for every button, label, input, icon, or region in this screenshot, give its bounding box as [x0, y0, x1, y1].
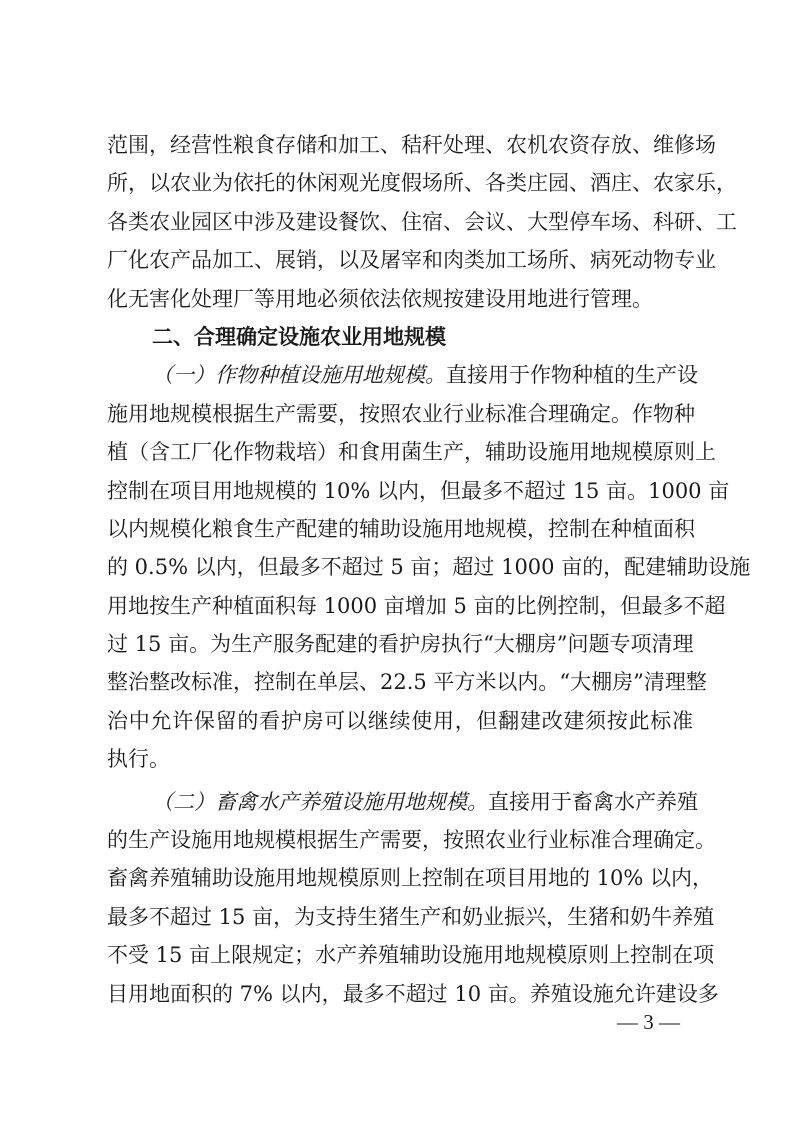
body-line: 以内规模化粮食生产配建的辅助设施用地规模，控制在种植面积	[107, 516, 695, 541]
body-line: 控制在项目用地规模的 10% 以内，但最多不超过 15 亩。1000 亩	[107, 478, 730, 503]
subsection-1-first-line-text: 直接用于作物种植的生产设	[446, 363, 698, 388]
body-line: 厂化农产品加工、展销，以及屠宰和肉类加工场所、病死动物专业	[107, 248, 716, 273]
body-line: 执行。	[107, 747, 170, 772]
page-number: — 3 —	[617, 1010, 680, 1034]
body-line: 植（含工厂化作物栽培）和食用菌生产，辅助设施用地规模原则上	[107, 440, 716, 465]
body-line: 治中允许保留的看护房可以继续使用，但翻建改建须按此标准	[107, 708, 693, 733]
subsection-2-first-line	[107, 783, 698, 821]
body-line: 的 0.5% 以内，但最多不超过 5 亩；超过 1000 亩的，配建辅助设施	[107, 555, 751, 580]
body-line: 所，以农业为依托的休闲观光度假场所、各类庄园、酒庄、农家乐，	[107, 171, 737, 196]
body-line: 化无害化处理厂等用地必须依法依规按建设用地进行管理。	[107, 286, 653, 311]
subsection-1-title: （一）作物种植设施用地规模。	[152, 363, 446, 388]
section-heading: 二、合理确定设施农业用地规模	[152, 324, 446, 349]
body-line: 的生产设施用地规模根据生产需要，按照农业行业标准合理确定。	[107, 828, 716, 853]
body-line: 畜禽养殖辅助设施用地规模原则上控制在项目用地的 10% 以内，	[107, 866, 714, 891]
body-line: 最多不超过 15 亩，为支持生猪生产和奶业振兴，生猪和奶牛养殖	[107, 904, 715, 929]
body-line: 范围，经营性粮食存储和加工、秸秆处理、农机农资存放、维修场	[107, 133, 716, 157]
body-line: 过 15 亩。为生产服务配建的看护房执行“大棚房”问题专项清理	[107, 632, 694, 657]
body-line: 用地按生产种植面积每 1000 亩增加 5 亩的比例控制，但最多不超	[107, 593, 726, 618]
subsection-2-first-line-text: 直接用于畜禽水产养殖	[488, 789, 698, 814]
document-page	[107, 126, 751, 1013]
subsection-2-title: （二）畜禽水产养殖设施用地规模。	[152, 789, 488, 814]
body-line: 目用地面积的 7% 以内，最多不超过 10 亩。养殖设施允许建设多	[107, 981, 719, 1006]
body-line: 施用地规模根据生产需要，按照农业行业标准合理确定。作物种	[107, 401, 695, 426]
body-line: 不受 15 亩上限规定；水产养殖辅助设施用地规模原则上控制在项	[107, 943, 715, 968]
subsection-1-first-line	[107, 356, 698, 394]
body-line: 整治整改标准，控制在单层、22.5 平方米以内。“大棚房”清理整	[107, 670, 707, 695]
body-line: 各类农业园区中涉及建设餐饮、住宿、会议、大型停车场、科研、工	[107, 209, 737, 234]
